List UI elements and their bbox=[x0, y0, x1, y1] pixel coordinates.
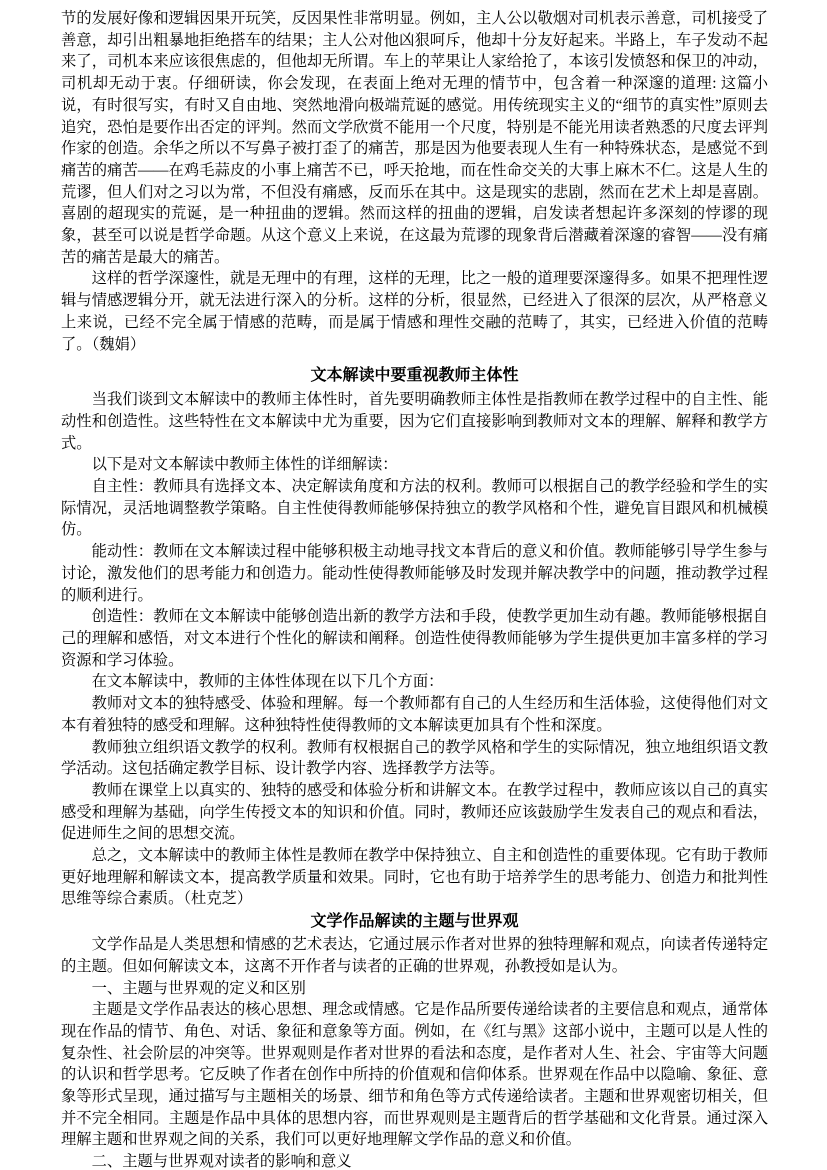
body-paragraph: 当我们谈到文本解读中的教师主体性时，首先要明确教师主体性是指教师在教学过程中的自主性、能动性和创造性。这些特性在文本解读中尤为重要，因为它们直接影响到教师对文本的理解、解释和教学方式。 bbox=[61, 391, 768, 452]
body-paragraph-initiative: 能动性：教师在文本解读过程中能够积极主动地寻找文本背后的意义和价值。教师能够引导学生参与讨论，激发他们的思考能力和创造力。能动性使得教师能够及时发现并解决教学中的问题，推动教学过程的顺利进行。 bbox=[61, 543, 768, 604]
body-paragraph-subheading-two: 二、主题与世界观对读者的影响和意义 bbox=[91, 1153, 352, 1170]
section-heading-theme-worldview: 文学作品解读的主题与世界观 bbox=[310, 913, 519, 931]
body-paragraph: 这样的哲学深邃性，就是无理中的有理，这样的无理，比之一般的道理要深邃得多。如果不把理性逻辑与情感逻辑分开，就无法进行深入的分析。这样的分析，很显然，已经进入了很深的层次，从严格意义上来说，已经不完全属于情感的范畴，而是属于情感和理性交融的范畴了，其实，已经进入价值的范畴了。（魏娟） bbox=[61, 270, 768, 353]
body-paragraph: 教师在课堂上以真实的、独特的感受和体验分析和讲解文本。在教学过程中，教师应该以自己的真实感受和理解为基础，向学生传授文本的知识和价值。同时，教师还应该鼓励学生发表自己的观点和看法，促进师生之间的思想交流。 bbox=[61, 781, 768, 843]
body-paragraph-conclusion: 总之，文本解读中的教师主体性是教师在教学中保持独立、自主和创造性的重要体现。它有助于教师更好地理解和解读文本，提高教学质量和效果。同时，它也有助于培养学生的思考能力、创造力和批判性思维等综合素质。（杜克芝） bbox=[61, 847, 768, 908]
body-paragraph: 文学作品是人类思想和情感的艺术表达，它通过展示作者对世界的独特理解和观点，向读者传递特定的主题。但如何解读文本，这离不开作者与读者的正确的世界观，孙教授如是认为。 bbox=[61, 936, 768, 975]
body-paragraph-subheading-one: 一、主题与世界观的定义和区别 bbox=[91, 979, 306, 997]
body-paragraph: 主题是文学作品表达的核心思想、理念或情感。它是作品所要传递给读者的主要信息和观点，通常体现在作品的情节、角色、对话、象征和意象等方面。例如，在《红与黑》这部小说中，主题可以是人性的复杂性、社会阶层的冲突等。世界观则是作者对世界的看法和态度，是作者对人生、社会、宇宙等大问题的认识和哲学思考。它反映了作者在创作中所持的价值观和信仰体系。世界观在作品中以隐喻、象征、意象等形式呈现，通过描写与主题相关的场景、细节和角色等方式传递给读者。主题和世界观密切相关，但并不完全相同。主题是作品中具体的思想内容，而世界观则是主题背后的哲学基础和文化背景。通过深入理解主题和世界观之间的关系，我们可以更好地理解文学作品的意义和价值。 bbox=[61, 1001, 768, 1149]
body-paragraph: 教师对文本的独特感受、体验和理解。每一个教师都有自己的人生经历和生活体验，这使得他们对文本有着独特的感受和理解。这种独特性使得教师的文本解读更加具有个性和深度。 bbox=[61, 695, 768, 734]
body-paragraph-continuation: 节的发展好像和逻辑因果开玩笑，反因果性非常明显。例如，主人公以敬烟对司机表示善意，司机接受了善意，却引出粗暴地拒绝搭车的结果；主人公对他凶狠呵斥，他却十分友好起来。半路上，车子发动不起来了，司机本来应该很焦虑的，但他却无所谓。车上的苹果让人家给抢了，本该引发愤怒和保卫的冲动，司机却无动于衷。仔细研读，你会发现，在表面上绝对无理的情节中，包含着一种深邃的道理: 这篇小说，有时很写实，有时又自由地、突然地滑向极端荒诞的感觉。用传统现实主义的“细节的真实性”原则去追究，恐怕是要作出否定的评判。然而文学欣赏不能用一个尺度，特别是不能光用读者熟悉的尺度去评判作家的创造。余华之所以不写鼻子被打歪了的痛苦，那是因为他要表现人生有一种特殊状态，是感觉不到痛苦的痛苦——在鸡毛蒜皮的小事上痛苦不已，呼天抢地，而在性命交关的大事上麻木不仁。这是人生的荒谬，但人们对之习以为常，不但没有痛感，反而乐在其中。这是现实的悲剧，然而在艺术上却是喜剧。喜剧的超现实的荒诞，是一种扭曲的逻辑。然而这样的扭曲的逻辑，启发读者想起许多深刻的悖谬的现象，甚至可以说是哲学命题。从这个意义上来说，在这最为荒谬的现象背后潜藏着深邃的睿智——没有痛苦的痛苦是最大的痛苦。 bbox=[61, 10, 768, 266]
body-paragraph: 教师独立组织语文教学的权利。教师有权根据自己的教学风格和学生的实际情况，独立地组织语文教学活动。这包括确定教学目标、设计教学内容、选择教学方法等。 bbox=[61, 738, 768, 778]
section-heading-teacher-subjectivity: 文本解读中要重视教师主体性 bbox=[310, 367, 519, 385]
body-paragraph: 在文本解读中，教师的主体性体现在以下几个方面： bbox=[91, 673, 444, 691]
body-paragraph: 以下是对文本解读中教师主体性的详细解读： bbox=[91, 456, 398, 474]
body-paragraph-autonomy: 自主性：教师具有选择文本、决定解读角度和方法的权利。教师可以根据自己的教学经验和学生的实际情况，灵活地调整教学策略。自主性使得教师能够保持独立的教学风格和个性，避免盲目跟风和机械模仿。 bbox=[61, 478, 768, 539]
body-paragraph-creativity: 创造性：教师在文本解读中能够创造出新的教学方法和手段，使教学更加生动有趣。教师能够根据自己的理解和感悟，对文本进行个性化的解读和阐释。创造性使得教师能够为学生提供更加丰富多样的学习资源和学习体验。 bbox=[61, 608, 768, 669]
